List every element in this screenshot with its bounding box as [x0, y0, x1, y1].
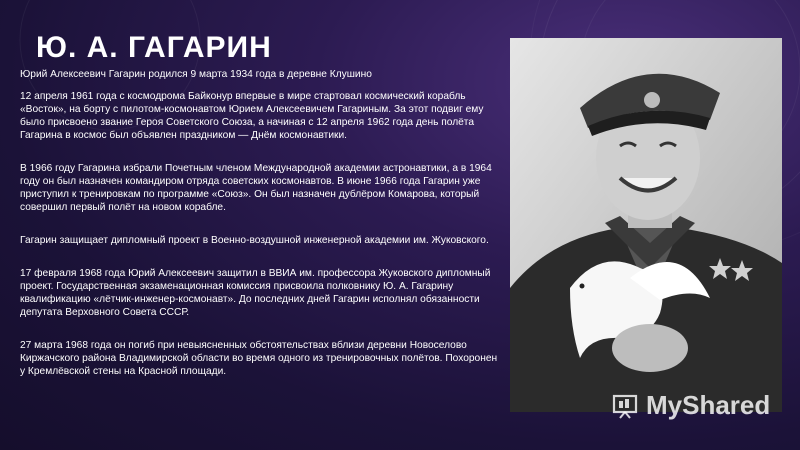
paragraph-diploma-project: Гагарин защищает дипломный проект в Военно-воздушной инженерной академии им. Жуковского. — [20, 235, 489, 246]
paragraph-death: 27 марта 1968 года он погиб при невыясненных обстоятельствах вблизи деревни Новоселово Киржачского района Владимирской области во время одного из тренировочных полётов. Похоронен у Кремлёвской стены на Красной площади. — [20, 340, 498, 377]
portrait-photo — [510, 38, 782, 412]
presentation-board-icon — [610, 390, 640, 420]
slide-title: Ю. А. ГАГАРИН — [36, 31, 272, 64]
body-text — [20, 68, 500, 378]
watermark — [610, 388, 770, 422]
paragraph-1966: В 1966 году Гагарина избрали Почетным членом Международной академии астронавтики, а в 1964 году он был назначен командиром отряда советских космонавтов. В июне 1966 года Гагарин уже приступил к тренировкам по программе «Союз». Он был назначен дублёром Комарова, который совершил первый полёт на новом корабле. — [20, 163, 492, 213]
watermark-text: MyShared — [646, 389, 771, 420]
paragraph-1968-diploma: 17 февраля 1968 года Юрий Алексеевич защитил в ВВИА им. профессора Жуковского дипломный проект. Государственная экзаменационная комиссия присвоила полковнику Ю. А. Гагарину квалификацию «лётчик-инженер-космонавт». До последних дней Гагарин исполнял обязанности депутата Верховного Совета СССР. — [20, 268, 491, 318]
paragraph-birth: Юрий Алексеевич Гагарин родился 9 марта 1934 года в деревне Клушино — [20, 69, 372, 80]
paragraph-first-flight: 12 апреля 1961 года с космодрома Байконур впервые в мире стартовал космический корабль «Восток», на борту с пилотом-космонавтом Юрием Алексеевичем Гагариным. За этот подвиг ему было присвоено звание Героя Советского Союза, а начиная с 12 апреля 1962 года день полёта Гагарина в космос был объявлен праздником — Днём космонавтики. — [20, 91, 484, 141]
portrait-photo-icon — [510, 38, 782, 412]
